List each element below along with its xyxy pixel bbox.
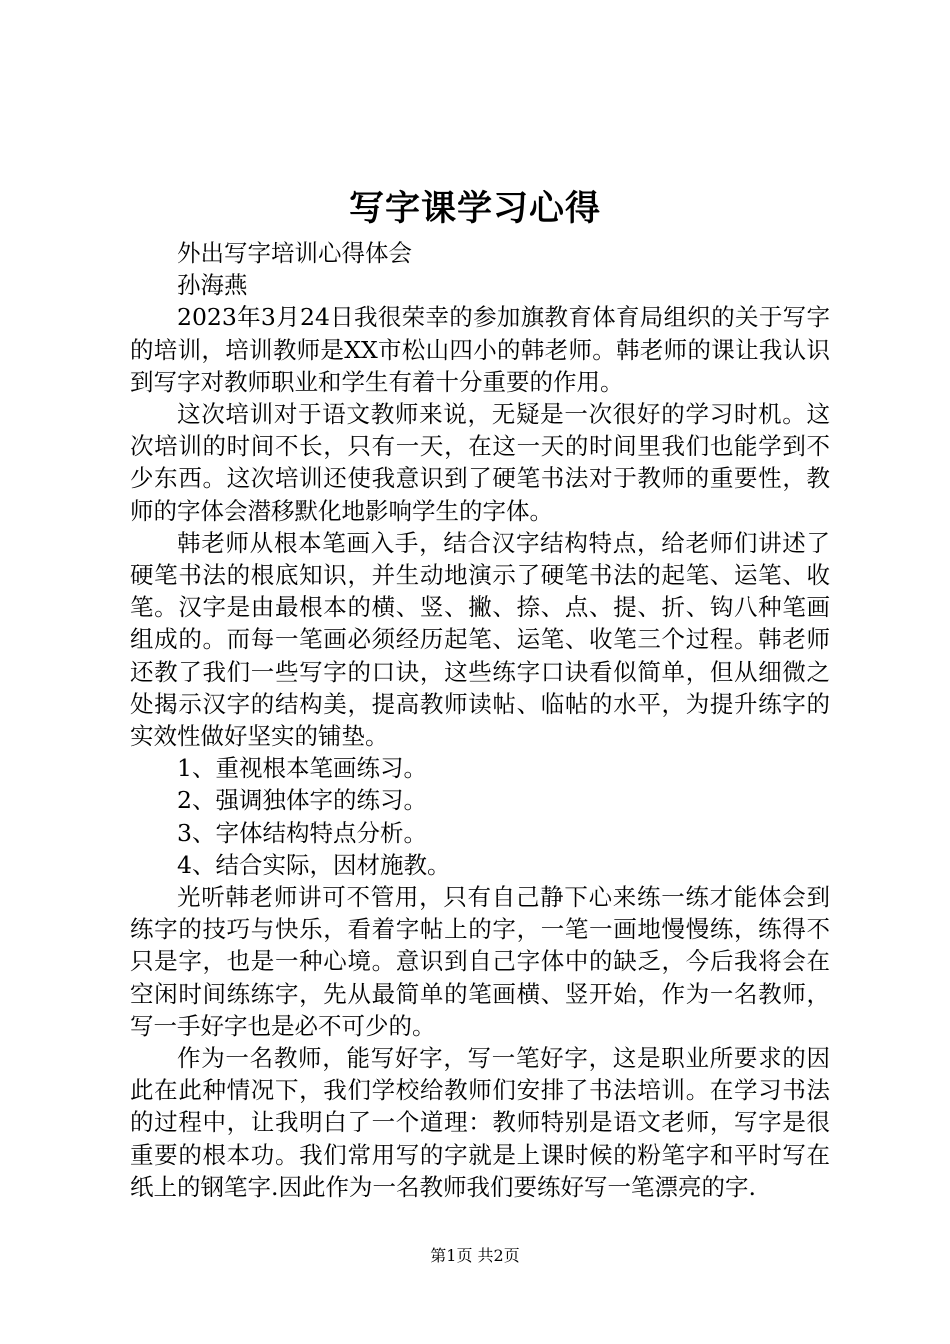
list-item: 1、重视根本笔画练习。: [177, 754, 427, 783]
list-item: 3、字体结构特点分析。: [177, 818, 427, 847]
body-paragraph: 韩老师从根本笔画入手，结合汉字结构特点，给老师们讲述了硬笔书法的根底知识，并生动地演示了硬笔书法的起笔、运笔、收笔。汉字是由最根本的横、竖、撇、捺、点、提、折、钩八种笔画组成的。而每一笔画必须经历起笔、运笔、收笔三个过程。韩老师还教了我们一些写字的口诀，这些练字口诀看似简单，但从细微之处揭示汉字的结构美，提高教师读帖、临帖的水平，为提升练字的实效性做好坚实的铺垫。: [130, 528, 830, 751]
list-item: 2、强调独体字的练习。: [177, 786, 427, 815]
list-item: 4、结合实际，因材施教。: [177, 850, 451, 879]
body-paragraph: 2023年3月24日我很荣幸的参加旗教育体育局组织的关于写字的培训，培训教师是XX市松山四小的韩老师。韩老师的课让我认识到写字对教师职业和学生有着十分重要的作用。: [130, 303, 830, 396]
author-paragraph: 孙海燕: [177, 271, 248, 300]
document-body: [130, 237, 830, 1203]
document-title: 写字课学习心得: [348, 188, 601, 229]
body-paragraph: 作为一名教师，能写好字，写一笔好字，这是职业所要求的因此在此种情况下，我们学校给教师们安排了书法培训。在学习书法的过程中，让我明白了一个道理：教师特别是语文老师，写字是很重要的根本功。我们常用写的字就是上课时候的粉笔字和平时写在纸上的钢笔字.因此作为一名教师我们要练好写一笔漂亮的字.: [130, 1044, 830, 1201]
body-paragraph: 这次培训对于语文教师来说，无疑是一次很好的学习时机。这次培训的时间不长，只有一天，在这一天的时间里我们也能学到不少东西。这次培训还使我意识到了硬笔书法对于教师的重要性，教师的字体会潜移默化地影响学生的字体。: [130, 400, 830, 525]
subtitle-paragraph: 外出写字培训心得体会: [177, 239, 412, 267]
page-footer: 第1页 共2页: [430, 1246, 520, 1265]
body-paragraph: 光听韩老师讲可不管用，只有自己静下心来练一练才能体会到练字的技巧与快乐，看着字帖上的字，一笔一画地慢慢练，练得不只是字，也是一种心境。意识到自己字体中的缺乏，今后我将会在空闲时间练练字，先从最简单的笔画横、竖开始，作为一名教师，写一手好字也是必不可少的。: [130, 883, 830, 1040]
